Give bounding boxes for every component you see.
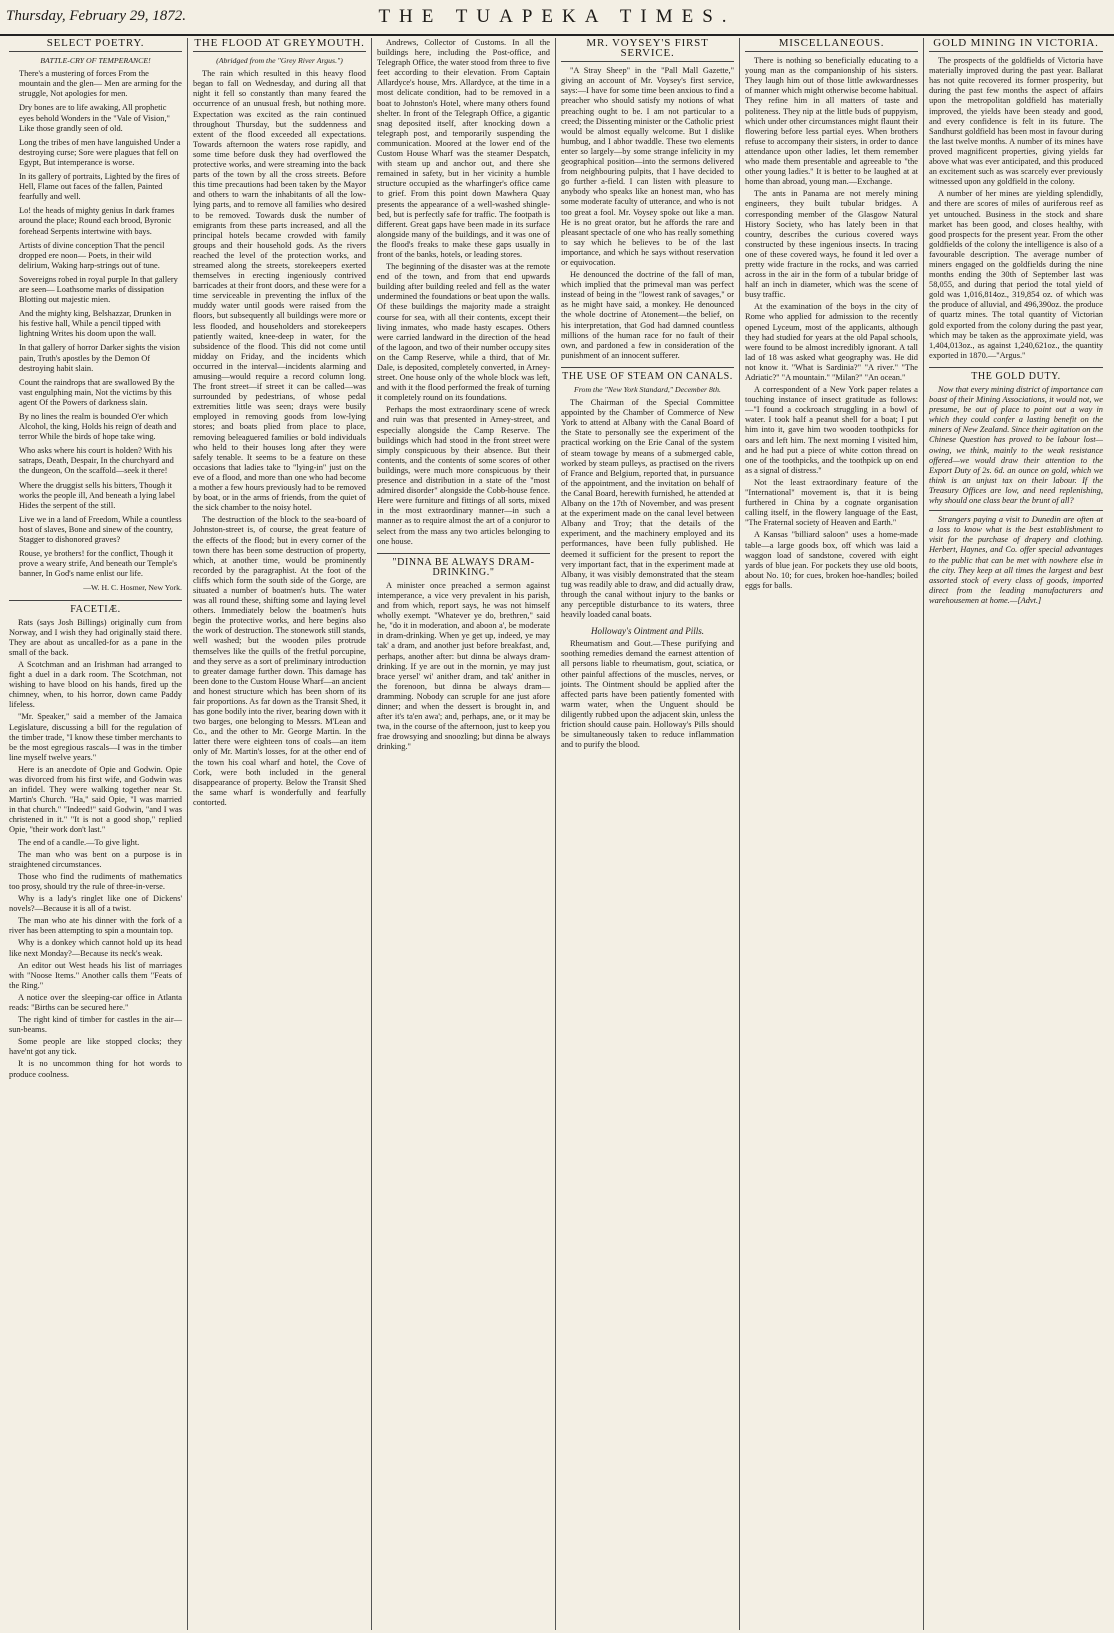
stanza: Lo! the heads of mighty genius In dark frames around the place; Round each brood, Byronic forehead Serpents intertwine with bays. [19,206,175,236]
facetiae-item: A Scotchman and an Irishman had arranged to fight a duel in a dark room. The Scotchman, not wishing to have blood on his hands, fired up the chimney, when, to his horror, down came Paddy lifeless. [9,659,182,710]
holloway-heading: Holloway's Ointment and Pills. [591,626,704,637]
facetiae-item: Here is an anecdote of Opie and Godwin. Opie was divorced from his first wife, and Godwin was an infidel. They were walking together near St. Martin's Church. "Ha," said Opie, "I was married in that church." "Indeed!" said Godwin, "and I was christened in it." "It is not a good shop," replied Opie, "their work don't last." [9,764,182,835]
newspaper-title: THE TUAPEKA TIMES. [378,6,736,27]
facetiae-item: Why is a donkey which cannot hold up its head like next Monday?—Because its neck's weak. [9,938,182,958]
article-paragraph: Andrews, Collector of Customs. In all the buildings here, including the Post-office, and Telegraph Office, the water stood from three to five feet according to their elevation. From Captain Allardyce's house, Mrs. Allardyce, at the time in a most delicate condition, had to be removed in a boat to Johnston's Hotel, where many others found shelter. In front of the Telegraph Office, a gigantic snag deposited itself, after knocking down a telegraph post, and temporarily suspending the communication. Moored at the lower end of the Custom House Wharf was the steamer Despatch, with steam up and anchor out, and there she remained in safety, but in her vicinity a humble structure occupied as the wharfinger's office came to grief. From this point down Mawhera Quay presents the appearance of a well-washed shingle-bed, but is perfectly safe for traffic. The footpath is different. Great gaps have been made in its surface alongside many of the buildings, and it was one of the flood's freaks to make these gaps usually in front of the banks, hotels, or leading stores. [377,38,550,259]
miscellaneous-heading: MISCELLANEOUS. [745,38,918,52]
article-paragraph: Now that every mining district of importance can boast of their Mining Associations, it would not, we presume, be out of place to point out a way in which they could confer a lasting benefit on the miners of New Zealand. Since their agitation on the Chinese Question has proved to be labour lost—owing, we think, mainly to the weak resistance offered—we would draw their attention to the Export Duty of 2s. 6d. an ounce on gold, which we think is an unjust tax on their labour. If the Treasury Offices are low, and need replenishing, why should one class bear the brunt of all? [929,385,1103,506]
facetiae-item: The end of a candle.—To give light. [18,837,140,847]
article-paragraph: There is nothing so beneficially educating to a young man as the companionship of his sisters. They laugh him out of those little awkwardnesses of manner which might otherwise become habitual. They refine him in all matters of taste and politeness. They nip at the little buds of puppyism, which under other circumstances might flaunt their flowering before less partial eyes. When brothers refuse to accompany their sisters, in order to dance attendance upon other ladies, let them remember who made them presentable and agreeable to "the other young ladies." It is better to be laughed at at home than abroad, young man.—Exchange. [745,56,918,187]
column-6 [924,38,1108,1630]
column-5 [740,38,924,1630]
issue-date: Thursday, February 29, 1872. [6,8,186,24]
article-paragraph: The ants in Panama are not merely mining engineers, they built tubular bridges. A corresponding member of the Glasgow Natural History Society, who has lately been in that country, describes the curious covered ways constructed by these ingenious insects. In tracing one of these covered ways, he found it led over a pretty wide fracture in the rocks, and was carried across in the air in the form of a tubular bridge of half an inch in diameter, which was the scene of busy traffic. [745,189,918,300]
facetiae-item: The man who ate his dinner with the fork of a river has been attempting to spin a mountain top. [9,916,182,936]
stanza: Long the tribes of men have languished Under a destroying curse; Sore were plagues that fell on Egypt, But intemperance is worse. [19,137,181,167]
stanza: In its gallery of portraits, Lighted by the fires of Hell, Flame out faces of the fallen, Painted fearfully and well. [19,172,180,202]
voysey-heading: MR. VOYSEY'S FIRST SERVICE. [561,38,734,62]
facetiae-item: Rats (says Josh Billings) originally cum from Norway, and I wish they had originally staid there. They are about as uncalled-for as a pane in the small of the back. [9,617,182,657]
stanza: In that gallery of horror Darker sights the vision pain, Truth's apostles by the Demon Of destroying habit slain. [19,343,180,373]
stanza: Who asks where his court is holden? With his satraps, Death, Despair, In the churchyard and the dungeon, On the scaffold—seek it there! [19,446,174,476]
stanza: And the mighty king, Belshazzar, Drunken in his festive hall, While a pencil tipped with lightning Writes his doom upon the wall. [19,309,172,339]
dram-heading: "DINNA BE ALWAYS DRAM-DRINKING." [377,553,550,578]
canals-heading: THE USE OF STEAM ON CANALS. [561,367,734,382]
stanza: There's a mustering of forces From the mountain and the glen— Men are arming for the struggle, Not apologies for men. [19,69,182,99]
poem-title: BATTLE-CRY OF TEMPERANCE! [40,56,151,66]
facetiae-item: An editor out West heads his list of marriages with "Noose Items." Another calls them "Feats of the Ring." [9,960,182,990]
facetiae-item: Why is a lady's ringlet like one of Dickens' novels?—Because it is all of a twist. [9,894,182,914]
article-paragraph: A number of her mines are yielding splendidly, and there are scores of miles of auriferous reef as yet untouched. Business in the stock and share market has been good, and closes healthy, with good prospects for the present year. From the other goldfields of the colony the intelligence is also of a favourable description. The average number of miners engaged on the goldfields during the nine months ending the 30th of September last was 58,055, and during that period the total yield of gold was 1,016,814oz., 319,854 oz. of which was the produce of alluvial, and 496,390oz. the produce of quartz mines. The total quantity of Victorian gold exported from the colony during the past year, which may be taken as the approximate yield, was 1,404,013oz., as against 1,240,621oz., the quantity exported in 1870.—"Argus." [929,189,1103,360]
article-paragraph: A minister once preached a sermon against intemperance, a vice very prevalent in his parish, and from which, report says, he was not himself wholly exempt. "Whatever ye do, brethren," said he, "do it in moderation, and aboon a', be moderate in dram-drinking. When ye get up, indeed, ye may tak' a dram, and another just before breakfast, and, perhaps, another after: but dinna be always dram-drinking. If ye are out in the mornin, ye may just brace yersel' wi' anither dram, and tak' anither in the forenoon, but dinna be always dram—dramming. Nobody can scruple for ane just afore dinner; and when the dessert is brought in, and after it's ta'en awa'; and, perhaps, ane, or it may be twa, in the course of the afternoon, just to keep you frae drowsying and snoozling; but dinna be always drinking." [377,580,550,752]
facetiae-item: It is no uncommon thing for hot words to produce coolness. [9,1059,182,1079]
divider [929,510,1103,511]
column-4 [556,38,740,1630]
column-2 [188,38,372,1630]
poem [9,69,182,579]
gold-mining-heading: GOLD MINING IN VICTORIA. [929,38,1103,52]
columns [4,38,1110,1630]
facetiae-item: Those who find the rudiments of mathematics too prosy, should try the rule of three-in-verse. [9,871,182,891]
stanza: Artists of divine conception That the pencil dropped ere noon— Poets, in their wild delirium, Waking harp-strings out of tune. [19,240,165,270]
stanza: Where the druggist sells his bitters, Though it works the people ill, And beneath a lying label Hides the serpent of the still. [19,480,176,510]
masthead [0,0,1114,36]
facetiae-item: A notice over the sleeping-car office in Atlanta reads: "Births can be secured here." [9,992,182,1012]
article-paragraph: The rain which resulted in this heavy flood began to fall on Wednesday, and during all that night it fell so constantly than many feared the occurrence of an unusual fresh, but nothing more. Expectation was excited as the rain continued throughout Thursday, but the suddenness and extent of the flood exceeded all expectations. Towards afternoon the waters rose rapidly, and some time before dusk they had overflowed the protective works, and were streaming into the back parts of the town by all the cross streets. Before this time precautions had been taken by the Mayor and others to warn the inhabitants of all the low-lying parts, and to remove all families who desired to be removed. Towards dusk the number of emigrants from these parts increased, and all the principal hotels became crowded with family groups and their household gods. As the rivers reached the level of the protection works, and streamed along the streets, storekeepers exerted themselves in erecting ingeniously contrived barricades at their front doors, and these were for a time serviceable in preventing the influx of the muddy water until goods were raised from the floors, but subsequently all buildings were more or less flooded, and householders and storekeepers patiently waited, knee-deep in water, for the subsidence of the flood. This did not come until midday on Friday, and the incidents which occurred in the interval—incidents alarming and amusing—would require a record column long. The front street—if street it can be called—was surrounded by pedestrians, of whose pedal extremities little was seen; drays were busily employed in removing goods from low-lying stores; and boats plied from place to place, removing beleaguered families or bold individuals who held to their houses long after they were safely tenable. It seems to be a feature on these occasions that ladies take to "lying-in" just on the eve of a flood, and more than one who had become a mother a few hours previously had to be removed by boat, or in the arms of friends, from the quiet of the sick chamber to the noisy hotel. [193,69,366,513]
column-1 [4,38,188,1630]
stanza: Dry bones are to life awaking, All prophetic eyes behold Wonders in the "Vale of Vision," Like those grandly seen of old. [19,103,170,133]
flood-source: (Abridged from the "Grey River Argus.") [216,56,343,66]
gold-duty-article [929,385,1103,606]
select-poetry-heading: SELECT POETRY. [9,38,182,52]
article-paragraph: He denounced the doctrine of the fall of man, which implied that the primeval man was perfect instead of being in the "lowest rank of savages," or as he might have said, a monkey. He denounced the whole doctrine of Atonement—the belief, on his interpretation, that God had damned countless millions of the human race for no fault of their own, and pardoned a few in consideration of the punishment of an innocent sufferer. [561,270,734,360]
stanza: Sovereigns robed in royal purple In that gallery are seen— Loathsome marks of dissipation Blotting out majestic mien. [19,274,178,305]
article-paragraph: "A Stray Sheep" in the "Pall Mall Gazette," giving an account of Mr. Voysey's first service, says:—I have for some time been anxious to find a preacher who should satisfy my notions of what preaching ought to be. I am not particular to a creed; the Dissenting minister or the Catholic priest would be almost equally welcome. But I dislike humbug, and I abhor twaddle. These two elements enter so largely—by some strange infelicity in my geographical position—into the sermons delivered from neighbouring pulpits, that I have decided to go further a-field. I can listen with pleasure to anybody who speaks like an honest man, who has some moderate faculty of utterance, and who is not too great a fool. Mr. Voysey spoke out like a man. He is no great orator, but he affords the rare and pleasant spectacle of one who has really something to say which he believes to be of the last importance, and which he says without reservation or equivocation. [561,66,734,267]
stanza: Live we in a land of Freedom, While a countless host of slaves, Bone and sinew of the country, Stagger to dishonored graves? [19,514,182,545]
poem-signature: —W. H. C. Hosmer, New York. [83,583,182,593]
facetiae-item: The right kind of timber for castles in the air—sun-beams. [9,1015,182,1035]
advertisement: Strangers paying a visit to Dunedin are often at a loss to know what is the best establishment to visit for the purchase of drapery and clothing. Herbert, Haynes, and Co. offer special advantages to the public that can be met with nowhere else in the city. They keep at all times the largest and best assorted stock of every class of goods, imported direct from the leading manufacturers and warehousemen at home.—[Advt.] [929,515,1103,605]
canals-source: From the "New York Standard," December 8th. [574,385,721,394]
facetiae-item: Some people are like stopped clocks; they have'nt got any tick. [9,1037,182,1057]
article-paragraph: Perhaps the most extraordinary scene of wreck and ruin was that presented in Arney-street, and especially alongside the Camp Reserve. The buildings which had stood in the front street were simply conspicuous by their absence. But their contents, and the contents of some scores of other buildings, were much more conspicuous by their presence and distribution in a state of the "most admired disorder" alongside the Cobb-house fence. Here were furniture and fittings of all sorts, mixed in the most extraordinary manner—in such a manner as to require almost the art of a conjuror to select from the mass any two articles belonging to one house. [377,405,550,546]
article-paragraph: The Chairman of the Special Committee appointed by the Chamber of Commerce of New York to attend at Albany with the Canal Board of the State to personally see the experiment of the practical working on the Erie Canal of the system of steam towage by means of a submerged cable, worked by steam pulleys, as practised on the rivers of France and Belgium, reported that, in pursuance of the appointment, and the invitation on behalf of the Canal Board, herewith furnished, he attended at Albany on the 17th of November, and was present at the experiment made on the canal level between Albany and Troy; that the details of the experiment, and the machinery employed and its performances, have been fully published. He deemed it sufficient for the present to report the very important fact, that in the experiment made at Albany, it was visibly demonstrated that the steam tug was readily able to draw, and did actually draw, through the canal without injury to the banks or any perceptible disturbance to its waters, three heavily loaded canal boats. [561,398,734,620]
article-paragraph: At the examination of the boys in the city of Rome who applied for admission to the recently opened Lyceum, most of the applicants, although they had studied for years at the old Papal schools, were found to be almost incredibly ignorant. A tall lad of 18 was asked what geography was. He did not know it. "What is Sardinia?" "A river." "The Adriatic?" "A mountain." "Milan?" "An ocean." [745,302,918,382]
flood-heading: THE FLOOD AT GREYMOUTH. [193,38,366,52]
article-paragraph: The destruction of the block to the sea-board of Johnston-street is, of course, the great feature of the effects of the flood; but in every corner of the town there has been some destruction of property, which, at another time, would be prominently recorded by the paragraphist. At the foot of the cliffs which form the south side of the Gorge, are situated a number of boatmen's huts. The water was all round these, shifting some and laying level others. Immediately below the boatmen's huts begin the protective works, and here begins also the work of destruction. The stonework still stands, well washed; but the wooden piles protrude themselves like the quills of the fretful porcupine, and they serve as a sort of preliminary introduction to greater damage further down. This damage has been done to the Custom House Wharf—an ancient and honest structure which has been shorn of its fair proportions. As far down as the Transit Shed, it has gone bodily into the river, bearing down with it two barges, one belonging to Messrs. M'Lean and Co., and the other to Mr. George Martin. In the latter there were eighteen tons of coals—an item only of Mr. Martin's losses, for at the other end of the town his coal wharf and hotel, the Cove of Cork, were both included in the general disappearance of property. Below the Transit Shed the same wharf is wonderfully and fearfully contorted. [193,515,366,807]
article-paragraph: A correspondent of a New York paper relates a touching instance of insect gratitude as follows:—"I found a cockroach struggling in a bowl of water. I took half a peanut shell for a boat; I put him into it, gave him two wooden toothpicks for oars and left him. The next morning I visited him, and he had put a piece of white cotton thread on one of the toothpicks, and the toothpick up on end as a signal of distress." [745,385,918,475]
stanza: Rouse, ye brothers! for the conflict, Though it prove a weary strife, And beneath our Temple's banner, In God's name enlist our life. [19,549,177,579]
stanza: Count the raindrops that are swallowed By the vast engulphing main, Not the victims by this agent Of the Powers of darkness slain. [19,377,175,407]
article-paragraph: The beginning of the disaster was at the remote end of the town, and from that end upwards building after building reeled and fell as the water undermined the foundations or beat upon the walls. Of these buildings the majority made a straight course for sea, with all their contents, except their living inmates, who made hasty escapes. Others were carried landward in the direction of the head of the lagoon, and two of their number occupy sites on the Camp Reserve, while a third, that of Mr. Dale, is deposited, completely converted, in Arney-street. One house only of the whole block was left, and with it the flood performed the freak of turning it completely round on its foundations. [377,262,550,403]
article-paragraph: Not the least extraordinary feature of the "International" movement is, that it is being furthered in China by a cognate organisation calling itself, in the flowery language of the East, "The Fraternal society of Heaven and Earth." [745,477,918,528]
facetiae-item: "Mr. Speaker," said a member of the Jamaica Legislature, discussing a bill for the regulation of the timber trade, "I know these timber merchants to be the most egregious rascals—I was in the timber line myself twelve years." [9,712,182,762]
article-paragraph: The prospects of the goldfields of Victoria have materially improved during the past year. Ballarat has not quite recovered its former prosperity, but during the past few months the aspect of affairs upon the metropolitan goldfield has materially improved, the yields have been steady and good, and every confidence is felt in its future. The Sandhurst goldfield has been most in favour during the last twelve months. A number of its mines have proved magnificent properties, giving yields far above what was ever anticipated, and this produced an excitement such as was scarcely ever previously witnessed upon any goldfield in the colony. [929,56,1103,187]
article-paragraph: A Kansas "billiard saloon" uses a home-made table—a large goods box, off which was laid a waggon load of sandstone, covered with eight yards of blue jean. For pockets they use old boots, about No. 10; for cues, broken hoe-handles; boiled eggs for balls. [745,530,918,590]
column-3 [372,38,556,1630]
stanza: By no lines the realm is bounded O'er which Alcohol, the king, Holds his reign of death and terror While the birds of hope take wing. [19,412,177,442]
facetiae-item: The man who was bent on a purpose is in straightened circumstances. [9,849,182,869]
gold-duty-heading: THE GOLD DUTY. [929,367,1103,382]
article-paragraph: Rheumatism and Gout.—These purifying and soothing remedies demand the earnest attention of all persons liable to rheumatism, gout, sciatica, or other painful affections of the muscles, nerves, or joints. The Ointment should be applied after the affected parts have been patiently fomented with warm water, when the Unguent should be diligently rubbed upon the adjacent skin, unless the friction should cause pain. Holloway's Pills should be simultaneously taken to reduce inflammation and to purify the blood. [561,639,734,750]
facetiae-heading: FACETIÆ. [9,600,182,615]
